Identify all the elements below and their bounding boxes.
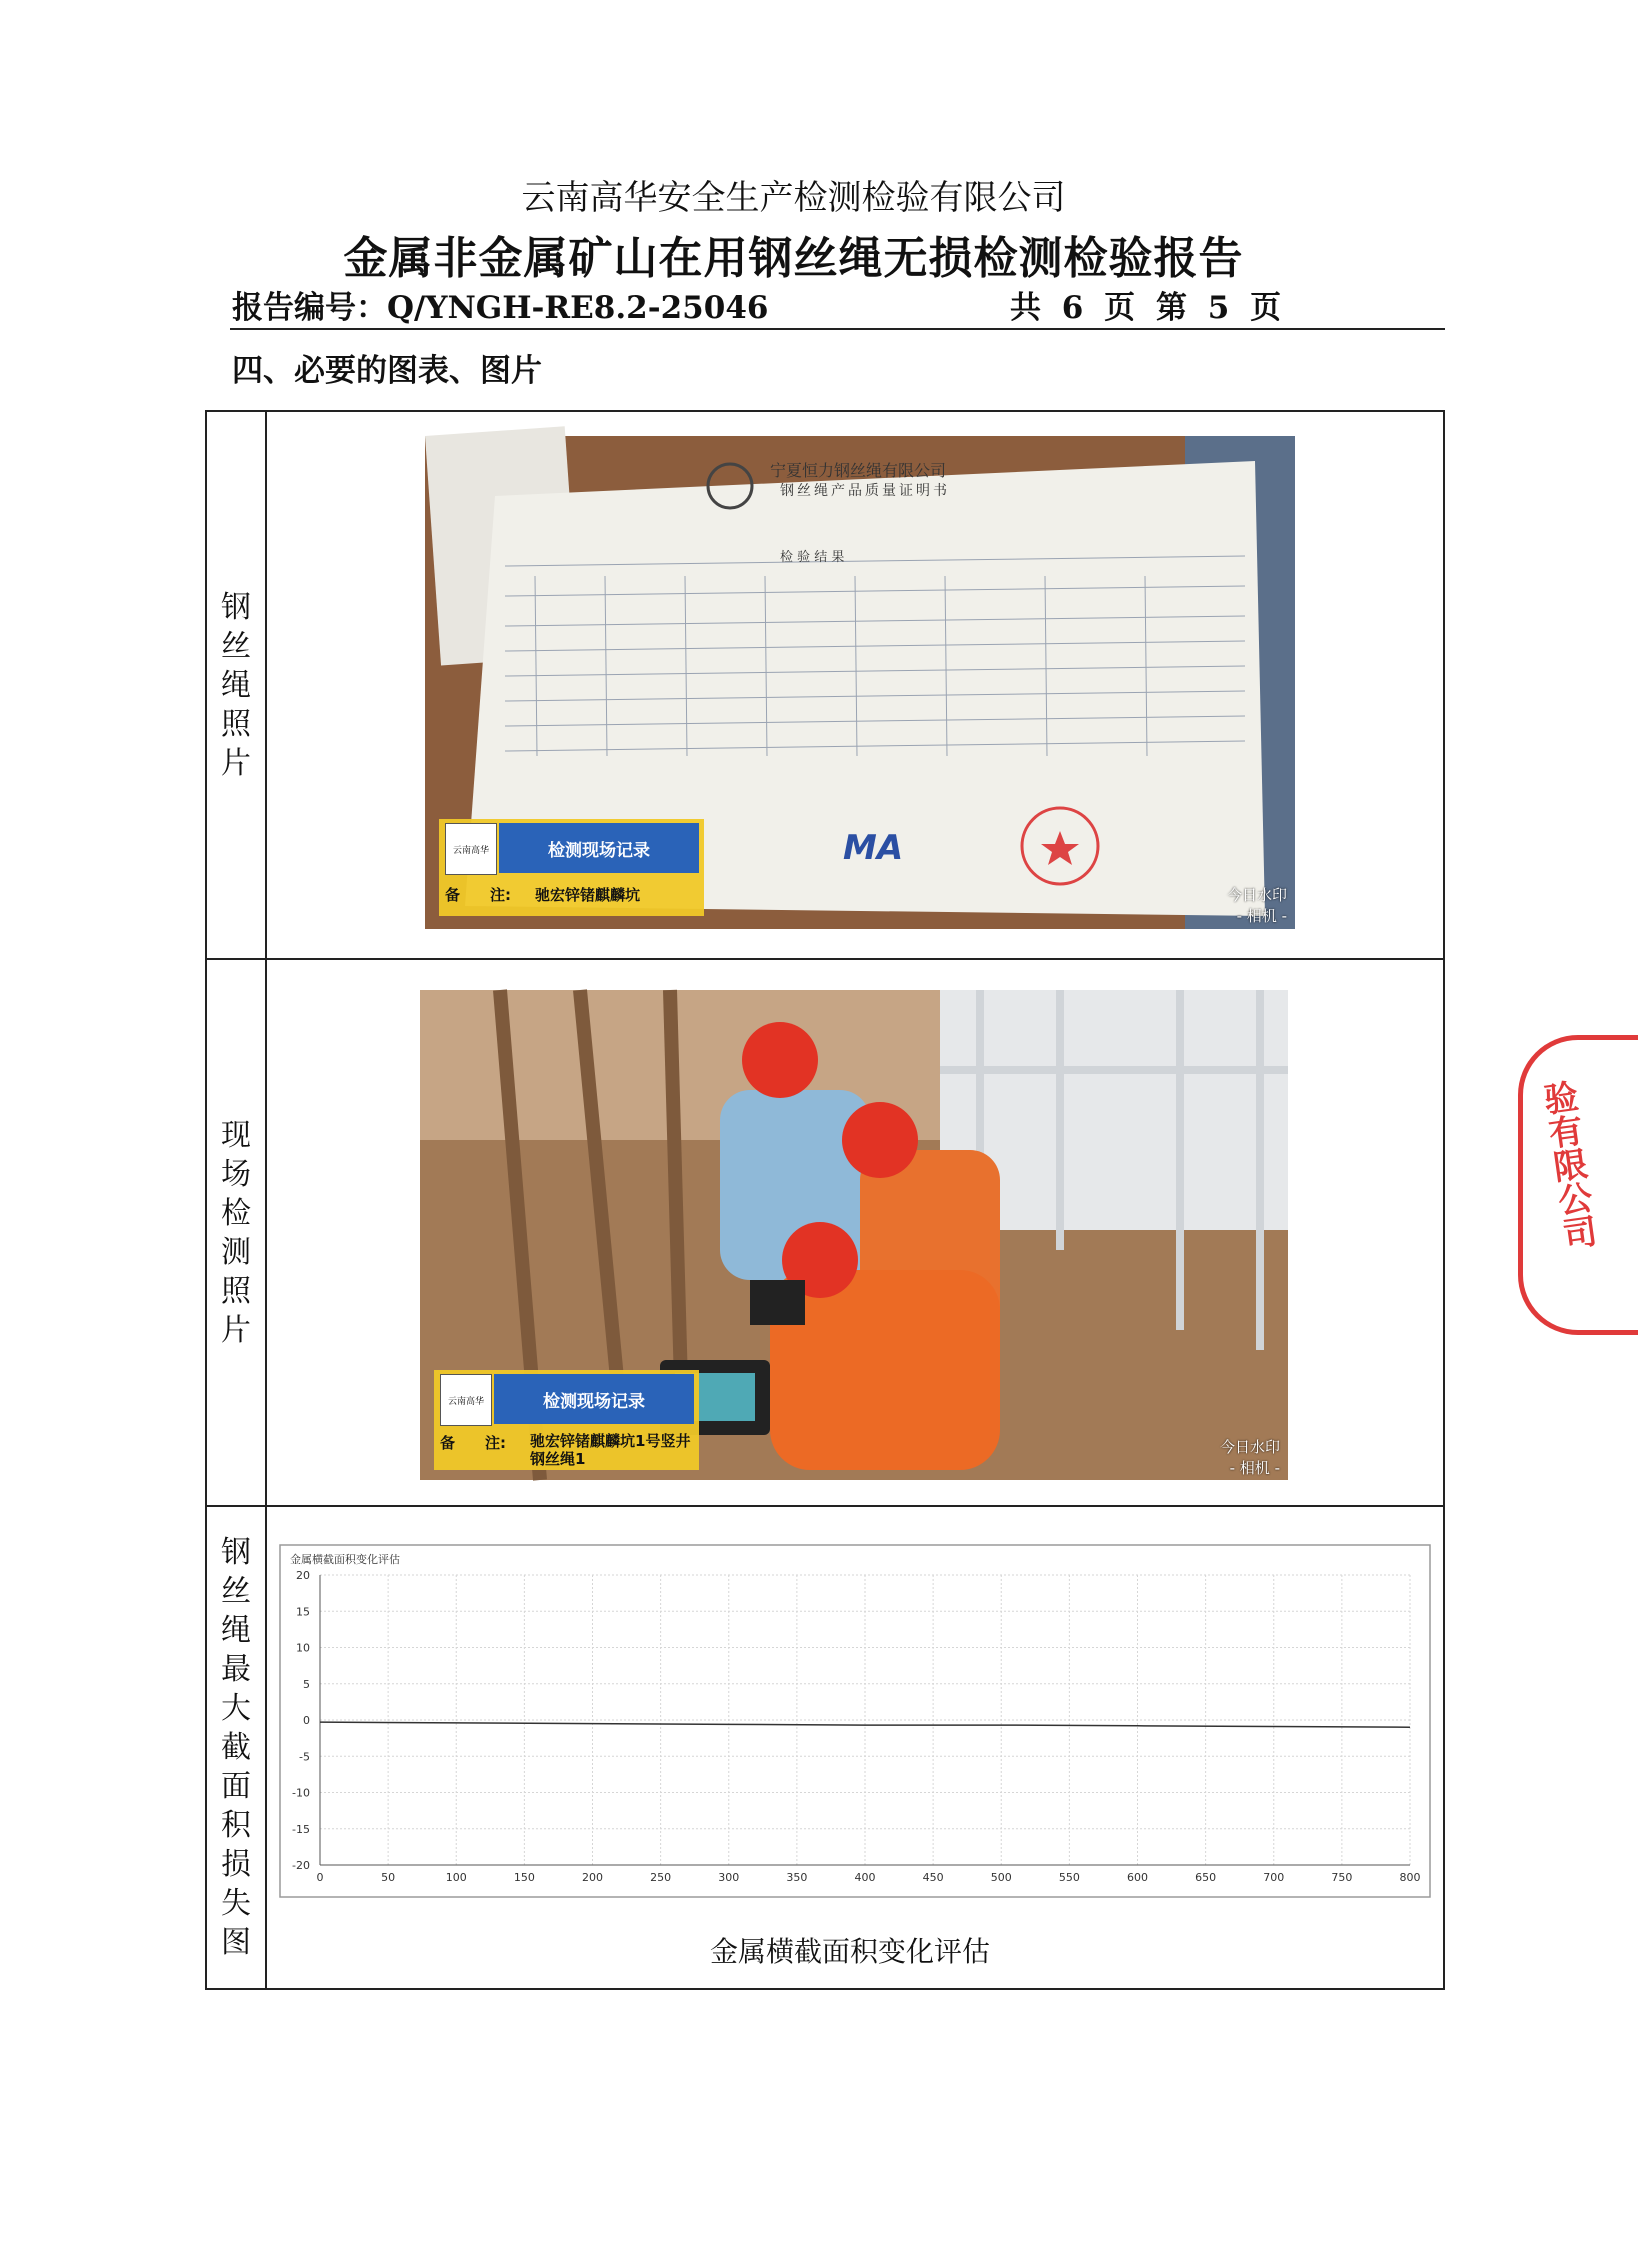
chart-xtick-label: 450 xyxy=(922,1871,944,1884)
row-label-char: 最 xyxy=(221,1652,251,1687)
chart-xtick-label: 600 xyxy=(1127,1871,1148,1884)
chart-ytick-label: -5 xyxy=(299,1750,310,1764)
row-label-char: 片 xyxy=(221,1312,251,1348)
certificate-company: 宁夏恒力钢丝绳有限公司 xyxy=(770,461,947,480)
chart-ytick-label: 15 xyxy=(296,1605,310,1619)
row-label-char: 丝 xyxy=(221,1574,251,1609)
row-label-char: 场 xyxy=(221,1156,251,1192)
watermark-app-badge: 今日水印 - 相机 - xyxy=(1226,886,1287,925)
row-label-char: 损 xyxy=(221,1847,251,1882)
company-logo-icon xyxy=(445,823,497,875)
table-border-bottom xyxy=(205,1988,1445,1990)
chart-xtick-label: 750 xyxy=(1331,1871,1353,1884)
photo-watermark xyxy=(439,819,704,916)
watermark-note: 驰宏锌锗麒麟坑 xyxy=(535,886,641,904)
certificate-title: 钢丝绳产品质量证明书 xyxy=(780,483,950,499)
chart-xtick-label: 400 xyxy=(854,1871,876,1884)
company-logo-icon xyxy=(440,1374,492,1426)
row-label-char: 钢 xyxy=(221,1535,251,1570)
row-label-char: 检 xyxy=(221,1195,251,1231)
section-title: 四、必要的图表、图片 xyxy=(232,353,542,389)
row-label-char: 绳 xyxy=(221,1613,251,1648)
table-column-divider xyxy=(265,410,267,1990)
chart-xtick-label: 500 xyxy=(990,1871,1012,1884)
row-label-char: 图 xyxy=(221,1925,251,1960)
watermark-note-label: 备 注: xyxy=(445,886,511,904)
watermark-title: 检测现场记录 xyxy=(494,1374,694,1424)
chart-ytick-label: -10 xyxy=(292,1786,310,1800)
red-seal-stamp xyxy=(1518,1035,1638,1335)
row-label-rope-photo xyxy=(207,412,265,958)
chart-xtick-label: 150 xyxy=(513,1871,535,1884)
company-name: 云南高华安全生产检测检验有限公司 xyxy=(521,178,1066,218)
row-label-char: 积 xyxy=(221,1808,251,1843)
table-row-divider xyxy=(205,958,1445,960)
row-label-char: 绳 xyxy=(221,667,251,703)
rope-certificate-photo xyxy=(425,436,1295,929)
table-border-top xyxy=(205,410,1445,412)
row-label-char: 失 xyxy=(221,1886,251,1921)
chart-xtick-label: 800 xyxy=(1399,1871,1421,1884)
chart-ytick-label: 5 xyxy=(303,1677,310,1691)
row-label-char: 截 xyxy=(221,1730,251,1765)
photo-watermark xyxy=(434,1370,699,1470)
seal-text: 验有限公司 xyxy=(1535,1078,1599,1253)
logo-text: 云南高华 xyxy=(447,1396,484,1407)
row-label-char: 面 xyxy=(221,1769,251,1804)
row-label-char: 照 xyxy=(221,1273,251,1309)
chart-ytick-label: 10 xyxy=(296,1641,310,1655)
chart-xtick-label: 200 xyxy=(582,1871,603,1884)
header-rule xyxy=(230,328,1445,330)
chart-xtick-label: 50 xyxy=(381,1871,396,1884)
row-label-loss-chart xyxy=(207,1507,265,1988)
chart-xtick-label: 700 xyxy=(1263,1871,1285,1884)
cross-section-loss-chart xyxy=(280,1545,1430,1897)
watermark-title: 检测现场记录 xyxy=(499,823,699,873)
chart-xtick-label: 100 xyxy=(445,1871,467,1884)
row-label-site-photo xyxy=(207,960,265,1505)
chart-ytick-label: -15 xyxy=(292,1822,310,1836)
site-inspection-photo xyxy=(420,990,1288,1480)
chart-xtick-label: 550 xyxy=(1058,1871,1080,1884)
row-label-char: 片 xyxy=(221,745,251,781)
chart-xtick-label: 350 xyxy=(786,1871,808,1884)
row-label-char: 丝 xyxy=(221,628,251,664)
row-label-char: 现 xyxy=(221,1117,251,1153)
chart-caption: 金属横截面积变化评估 xyxy=(709,1935,990,1968)
report-number: 报告编号：Q/YNGH-RE8.2-25046 xyxy=(232,290,769,326)
chart-ytick-label: 20 xyxy=(296,1569,310,1582)
ma-mark: MA xyxy=(843,828,904,868)
chart-ytick-label: 0 xyxy=(303,1714,310,1727)
page-count: 共 6 页 第 5 页 xyxy=(1010,290,1282,326)
chart-xtick-label: 650 xyxy=(1195,1871,1217,1884)
row-label-char: 照 xyxy=(221,706,251,742)
chart-xtick-label: 250 xyxy=(650,1871,672,1884)
chart-frame xyxy=(280,1545,1430,1897)
table-border-right xyxy=(1443,410,1445,1990)
row-label-char: 测 xyxy=(221,1234,251,1270)
chart-xtick-label: 300 xyxy=(718,1871,740,1884)
watermark-note-label: 备 注: xyxy=(440,1434,506,1452)
watermark-note: 驰宏锌锗麒麟坑1号竖井钢丝绳1 xyxy=(530,1432,691,1468)
row-label-char: 大 xyxy=(221,1691,251,1726)
row-label-char: 钢 xyxy=(221,589,251,625)
table-row-divider xyxy=(205,1505,1445,1507)
certificate-section: 检 验 结 果 xyxy=(780,550,845,565)
chart-ytick-label: -20 xyxy=(292,1859,310,1872)
logo-text: 云南高华 xyxy=(452,845,489,856)
report-title: 金属非金属矿山在用钢丝绳无损检测检验报告 xyxy=(343,233,1244,284)
chart-title: 金属横截面积变化评估 xyxy=(290,1553,400,1566)
watermark-app-badge: 今日水印 - 相机 - xyxy=(1219,1438,1280,1477)
chart-xtick-label: 0 xyxy=(316,1871,324,1884)
